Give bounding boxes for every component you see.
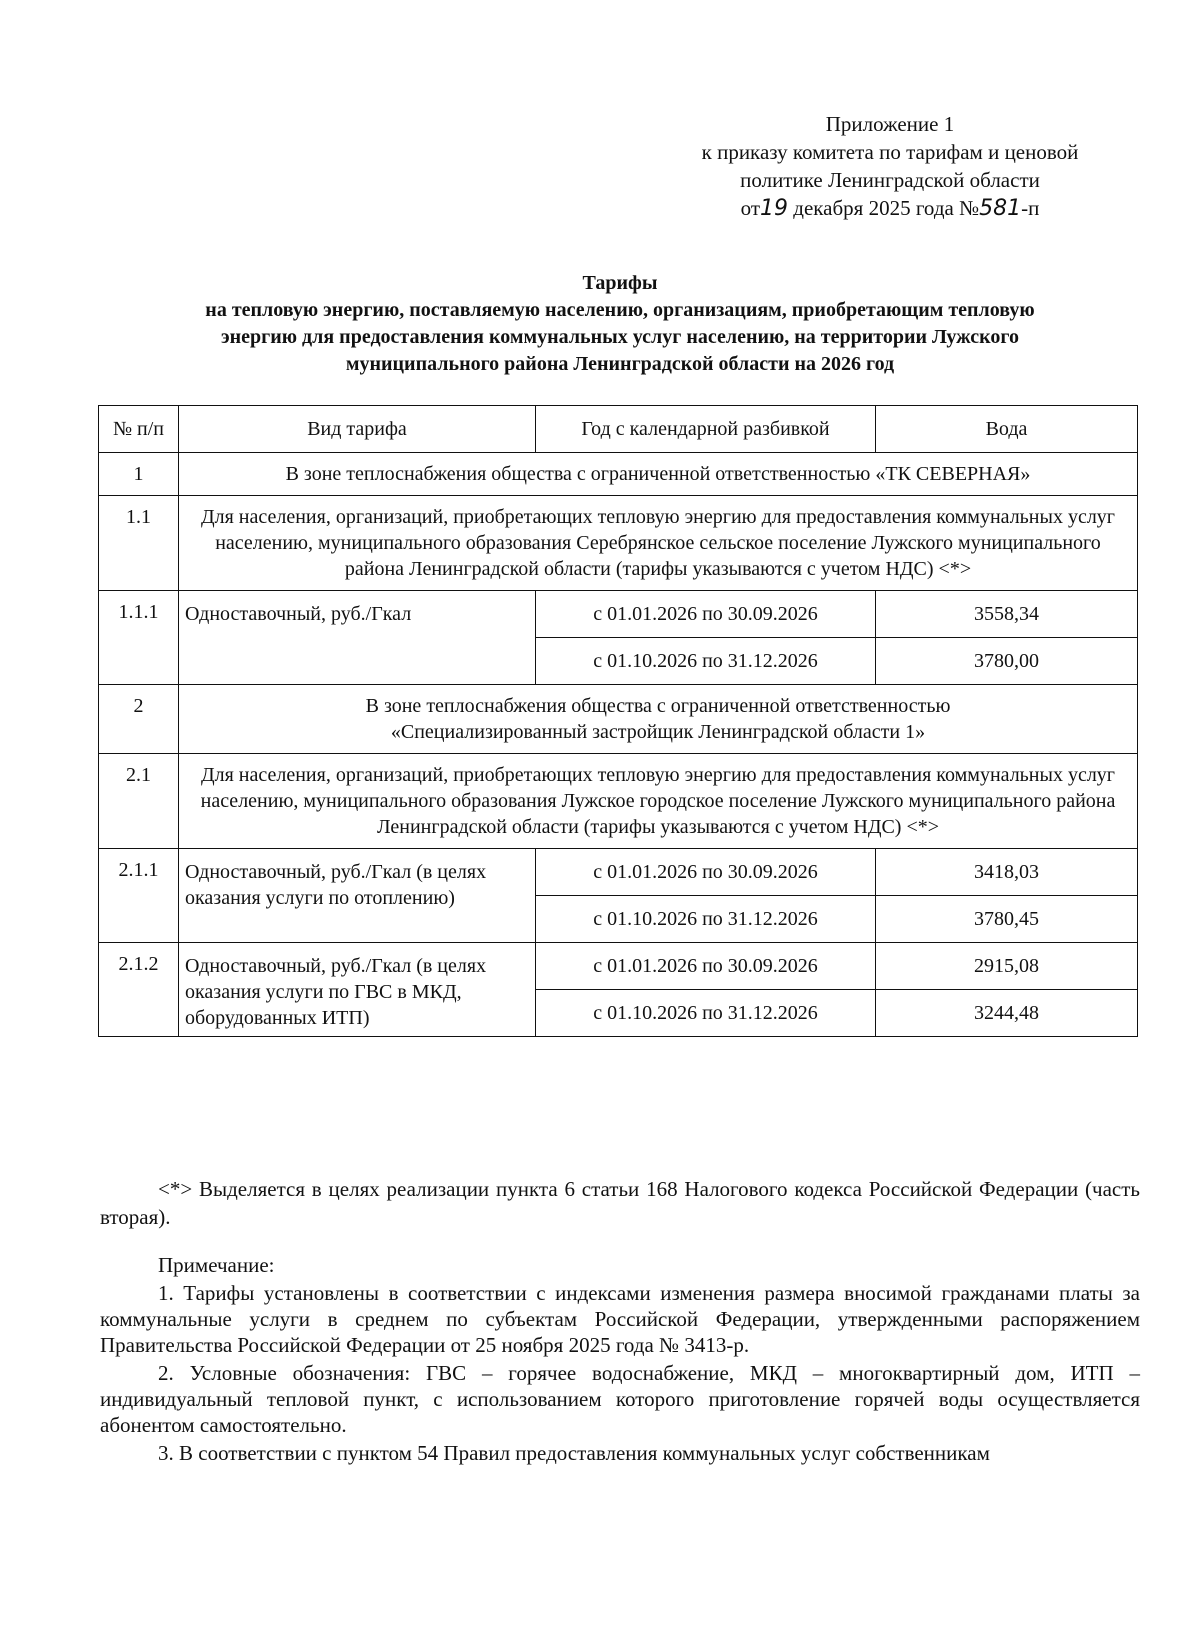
- tariff-kind: Одноставочный, руб./Гкал: [179, 591, 536, 685]
- footnote: <*> Выделяется в целях реализации пункта 6 статьи 168 Налогового кодекса Российской Федерации (часть вторая).: [100, 1177, 1140, 1229]
- row-number: 2.1.2: [99, 943, 179, 1037]
- zone-description: В зоне теплоснабжения общества с ограниченной ответственностью «ТК СЕВЕРНАЯ»: [179, 453, 1138, 496]
- consumer-description: Для населения, организаций, приобретающих тепловую энергию для предоставления коммунальных услуг населению, муниципального образования Лужское городское поселение Лужского муниципального района Ленинградской области (тарифы указываются с учетом НДС) <*>: [179, 754, 1138, 849]
- note-item: 3. В соответствии с пунктом 54 Правил предоставления коммунальных услуг собственникам: [158, 1441, 990, 1465]
- appendix-line-3: политике Ленинградской области: [740, 168, 1040, 192]
- table-row: [99, 849, 1138, 896]
- notes-title: Примечание:: [158, 1253, 275, 1277]
- notes-list: [100, 1280, 1140, 1468]
- tariff-value: 3780,00: [876, 638, 1138, 685]
- note-item: 1. Тарифы установлены в соответствии с индексами изменения размера вносимой гражданами платы за коммунальные услуги в среднем по субъектам Российской Федерации, утвержденными распоряжением Правительства Российской Федерации от 25 ноября 2025 года № 3413-р.: [100, 1281, 1140, 1357]
- header-water: Вода: [876, 406, 1138, 453]
- consumer-description: Для населения, организаций, приобретающих тепловую энергию для предоставления коммунальных услуг населению, муниципального образования Серебрянское сельское поселение Лужского муниципального района Ленинградской области (тарифы указываются с учетом НДС) <*>: [179, 496, 1138, 591]
- tariff-kind: Одноставочный, руб./Гкал (в целях оказания услуги по отоплению): [179, 849, 536, 943]
- zone-line-2: «Специализированный застройщик Ленинградской области 1»: [390, 721, 926, 743]
- period-cell: с 01.10.2026 по 31.12.2026: [536, 990, 876, 1037]
- tariff-value: 2915,08: [876, 943, 1138, 990]
- appendix-date-line: [640, 194, 1140, 223]
- zone-description: [179, 685, 1138, 754]
- date-suffix: -п: [1021, 196, 1040, 220]
- date-prefix: от: [740, 196, 761, 220]
- row-number: 2.1.1: [99, 849, 179, 943]
- row-number: 2.1: [99, 754, 179, 849]
- table-row: [99, 453, 1138, 496]
- title-line-3: муниципального района Ленинградской области на 2026 год: [345, 353, 895, 375]
- tariff-value: 3780,45: [876, 896, 1138, 943]
- handwritten-order-number: 581: [979, 196, 1022, 221]
- note-item: 2. Условные обозначения: ГВС – горячее водоснабжение, МКД – многоквартирный дом, ИТП – индивидуальный тепловой пункт, с использованием которого приготовление горячей воды осуществляется абонентом самостоятельно.: [100, 1361, 1140, 1437]
- header-period: Год с календарной разбивкой: [536, 406, 876, 453]
- row-number: 2: [99, 685, 179, 754]
- period-cell: с 01.01.2026 по 30.09.2026: [536, 943, 876, 990]
- tariff-value: 3418,03: [876, 849, 1138, 896]
- tariff-value: 3244,48: [876, 990, 1138, 1037]
- document-title: [100, 270, 1140, 378]
- row-number: 1: [99, 453, 179, 496]
- date-middle: декабря 2025 года №: [793, 196, 980, 220]
- appendix-header: [640, 110, 1140, 223]
- handwritten-day: 19: [760, 196, 789, 221]
- table-row: [99, 496, 1138, 591]
- period-cell: с 01.10.2026 по 31.12.2026: [536, 896, 876, 943]
- row-number: 1.1.1: [99, 591, 179, 685]
- table-row: [99, 591, 1138, 638]
- tariff-table: [98, 405, 1138, 1037]
- tariff-value: 3558,34: [876, 591, 1138, 638]
- title-line-1: на тепловую энергию, поставляемую населению, организациям, приобретающим тепловую: [205, 299, 1035, 321]
- period-cell: с 01.01.2026 по 30.09.2026: [536, 591, 876, 638]
- table-row: [99, 943, 1138, 990]
- table-row: [99, 685, 1138, 754]
- title-line-2: энергию для предоставления коммунальных услуг населению, на территории Лужского: [220, 326, 1020, 348]
- tariff-kind: Одноставочный, руб./Гкал (в целях оказания услуги по ГВС в МКД, оборудованных ИТП): [179, 943, 536, 1037]
- period-cell: с 01.01.2026 по 30.09.2026: [536, 849, 876, 896]
- appendix-line-1: Приложение 1: [825, 112, 955, 136]
- title-heading: Тарифы: [582, 272, 658, 294]
- row-number: 1.1: [99, 496, 179, 591]
- table-row: [99, 754, 1138, 849]
- appendix-line-2: к приказу комитета по тарифам и ценовой: [701, 140, 1079, 164]
- zone-line-1: В зоне теплоснабжения общества с ограниченной ответственностью: [365, 695, 951, 717]
- table-header-row: [99, 406, 1138, 453]
- header-tariff-kind: Вид тарифа: [179, 406, 536, 453]
- period-cell: с 01.10.2026 по 31.12.2026: [536, 638, 876, 685]
- header-number: № п/п: [99, 406, 179, 453]
